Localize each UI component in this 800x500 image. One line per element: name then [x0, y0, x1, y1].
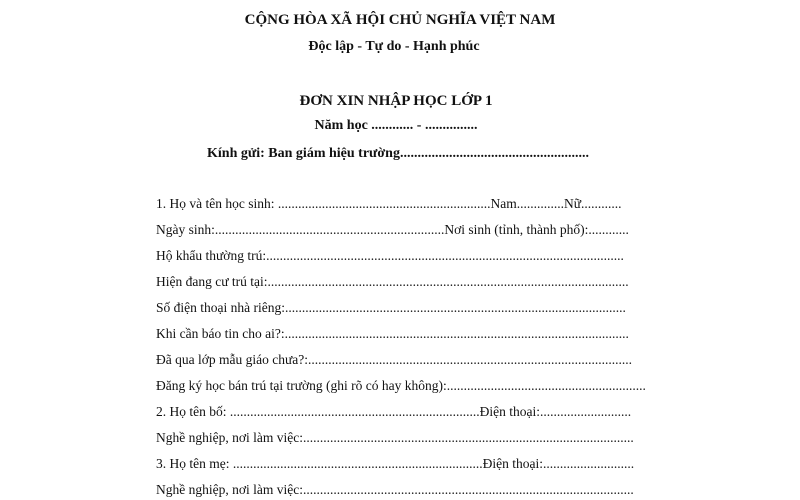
mother-name-row: 3. Họ tên mẹ: ..........................................................................Điện thoại:........................... [156, 456, 635, 471]
recipient-line: Kính gửi: Ban giám hiệu trường...................................................... [207, 146, 589, 161]
school-year-line: Năm học ............ - ............... [314, 118, 478, 133]
contact-row: Khi cần báo tin cho ai?:...................................................................................................... [156, 326, 629, 341]
residence-row: Hiện đang cư trú tại:........................................................................................................... [156, 274, 629, 289]
household-row: Hộ khẩu thường trú:.......................................................................................................... [156, 248, 624, 263]
student-name-row: 1. Họ và tên học sinh: ...............................................................Nam..............Nữ............ [156, 196, 622, 211]
country-heading: CỘNG HÒA XÃ HỘI CHỦ NGHĨA VIỆT NAM [244, 12, 556, 28]
home-phone-row: Số điện thoại nhà riêng:..................................................................................................... [156, 300, 626, 315]
father-job-row: Nghề nghiệp, nơi làm việc:.................................................................................................. [156, 430, 634, 445]
father-name-row: 2. Họ tên bố: ..........................................................................Điện thoại:........................... [156, 404, 632, 419]
form-title: ĐƠN XIN NHẬP HỌC LỚP 1 [299, 93, 493, 109]
kindergarten-row: Đã qua lớp mẫu giáo chưa?:................................................................................................ [156, 352, 633, 367]
birth-row: Ngày sinh:....................................................................Nơi sinh (tỉnh, thành phố):............ [156, 222, 629, 237]
motto: Độc lập - Tự do - Hạnh phúc [308, 39, 480, 54]
boarding-row: Đăng ký học bán trú tại trường (ghi rõ có hay không):........................................................... [156, 378, 646, 393]
mother-job-row: Nghề nghiệp, nơi làm việc:.................................................................................................. [156, 482, 634, 497]
